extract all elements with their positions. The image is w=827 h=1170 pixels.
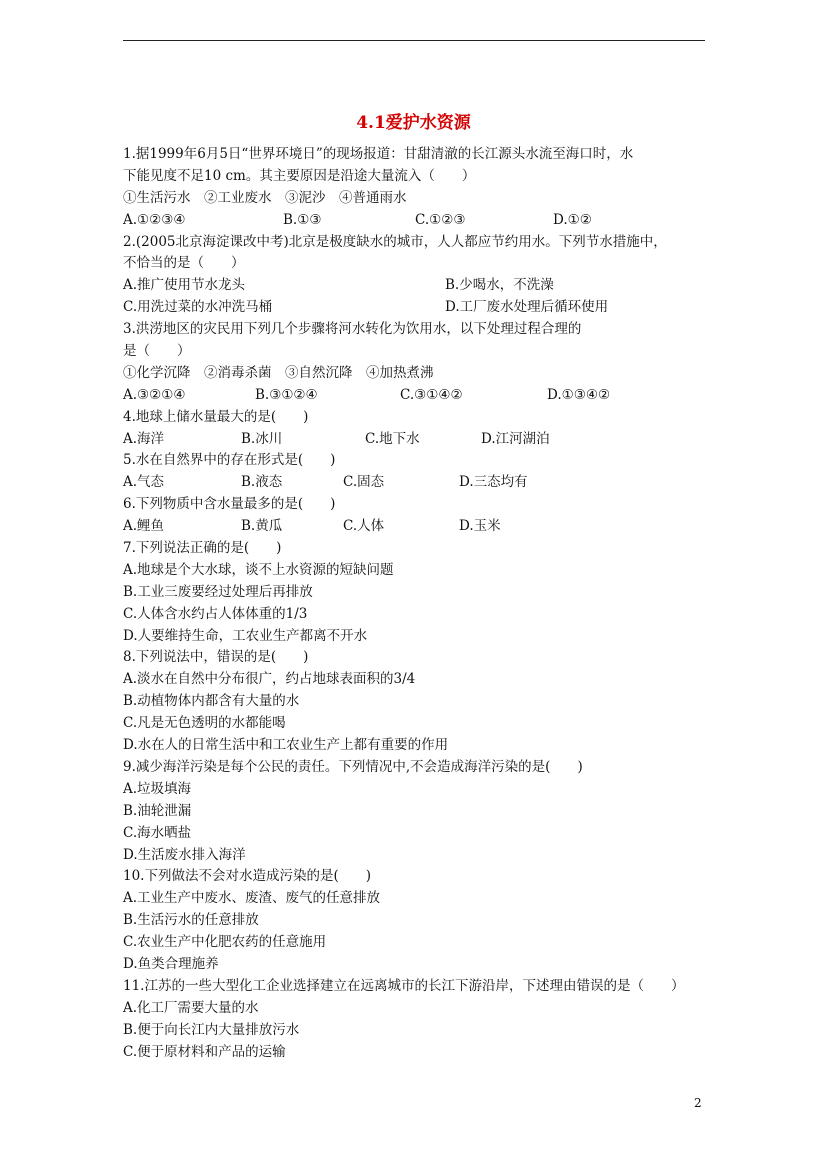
answer-option: C.①②③ bbox=[415, 211, 466, 228]
answer-option: A.气态 bbox=[123, 474, 165, 491]
answer-option: A.③②①④ bbox=[123, 386, 186, 403]
answer-option: C.地下水 bbox=[365, 430, 420, 447]
text-line: D.生活废水排入海洋 bbox=[123, 846, 246, 863]
answer-option: C.人体 bbox=[343, 518, 385, 535]
answer-option: D.工厂废水处理后循环使用 bbox=[445, 299, 609, 316]
option-row bbox=[123, 472, 723, 494]
text-line: 10.下列做法不会对水造成污染的是( ) bbox=[123, 868, 372, 885]
option-row bbox=[123, 297, 723, 319]
text-line: ①生活污水 ②工业废水 ③泥沙 ④普通雨水 bbox=[123, 189, 407, 206]
text-line: 3.洪涝地区的灾民用下列几个步骤将河水转化为饮用水，以下处理过程合理的 bbox=[123, 321, 582, 338]
answer-option: D.①② bbox=[553, 211, 592, 228]
text-line: 下能见度不足10 cm。其主要原因是沿途大量流入（ ） bbox=[123, 167, 476, 184]
text-line: A.淡水在自然中分布很广，约占地球表面积的3/4 bbox=[123, 671, 416, 688]
answer-option: C.用洗过菜的水冲洗马桶 bbox=[123, 299, 273, 316]
option-row bbox=[123, 429, 723, 451]
header-rule bbox=[123, 40, 705, 41]
answer-option: B.少喝水，不洗澡 bbox=[445, 277, 554, 294]
text-line: 2.(2005北京海淀课改中考)北京是极度缺水的城市，人人都应节约用水。下列节水措施中， bbox=[123, 233, 667, 250]
option-row bbox=[123, 385, 723, 407]
answer-option: D.玉米 bbox=[459, 518, 501, 535]
text-line: D.人要维持生命，工农业生产都离不开水 bbox=[123, 627, 368, 644]
text-line: B.油轮泄漏 bbox=[123, 802, 192, 819]
answer-option: B.③①②④ bbox=[255, 386, 318, 403]
text-line: 11.江苏的一些大型化工企业选择建立在远离城市的长江下游沿岸，下述理由错误的是（ ） bbox=[123, 977, 685, 994]
option-row bbox=[123, 275, 723, 297]
answer-option: B.液态 bbox=[241, 474, 283, 491]
text-line: 不恰当的是（ ） bbox=[123, 255, 245, 272]
text-line: C.凡是无色透明的水都能喝 bbox=[123, 715, 286, 732]
answer-option: B.冰川 bbox=[241, 430, 283, 447]
answer-option: D.①③④② bbox=[547, 386, 611, 403]
text-line: 6.下列物质中含水量最多的是( ) bbox=[123, 496, 336, 513]
text-line: 7.下列说法正确的是( ) bbox=[123, 540, 282, 557]
answer-option: C.③①④② bbox=[400, 386, 463, 403]
answer-option: A.推广使用节水龙头 bbox=[123, 277, 246, 294]
text-line: A.化工厂需要大量的水 bbox=[123, 999, 259, 1016]
text-line: B.工业三废要经过处理后再排放 bbox=[123, 583, 313, 600]
text-line: D.水在人的日常生活中和工农业生产上都有重要的作用 bbox=[123, 737, 449, 754]
text-line: D.鱼类合理施养 bbox=[123, 955, 219, 972]
page-number: 2 bbox=[694, 1096, 702, 1110]
answer-option: C.固态 bbox=[343, 474, 385, 491]
answer-option: A.鲤鱼 bbox=[123, 518, 165, 535]
answer-option: D.三态均有 bbox=[459, 474, 528, 491]
page-title: 4.1爱护水资源 bbox=[356, 113, 471, 133]
text-line: 4.地球上储水量最大的是( ) bbox=[123, 408, 309, 425]
option-row bbox=[123, 516, 723, 538]
text-line: C.海水晒盐 bbox=[123, 824, 192, 841]
text-line: C.便于原材料和产品的运输 bbox=[123, 1043, 286, 1060]
text-line: C.农业生产中化肥农药的任意施用 bbox=[123, 934, 327, 951]
text-line: A.地球是个大水球，谈不上水资源的短缺问题 bbox=[123, 561, 394, 578]
text-line: A.工业生产中废水、废渣、废气的任意排放 bbox=[123, 890, 381, 907]
answer-option: B.①③ bbox=[283, 211, 322, 228]
answer-option: B.黄瓜 bbox=[241, 518, 283, 535]
text-line: ①化学沉降 ②消毒杀菌 ③自然沉降 ④加热煮沸 bbox=[123, 364, 434, 381]
text-line: B.动植物体内都含有大量的水 bbox=[123, 693, 300, 710]
answer-option: A.①②③④ bbox=[123, 211, 186, 228]
text-line: 1.据1999年6月5日“世界环境日”的现场报道：甘甜清澈的长江源头水流至海口时，水 bbox=[123, 146, 634, 162]
text-line: B.生活污水的任意排放 bbox=[123, 912, 259, 929]
text-line: 是（ ） bbox=[123, 343, 191, 360]
text-line: B.便于向长江内大量排放污水 bbox=[123, 1021, 300, 1038]
text-line: C.人体含水约占人体体重的1/3 bbox=[123, 605, 308, 622]
text-line: 9.减少海洋污染是每个公民的责任。下列情况中,不会造成海洋污染的是( ) bbox=[123, 758, 583, 775]
text-line: 8.下列说法中，错误的是( ) bbox=[123, 649, 309, 666]
answer-option: A.海洋 bbox=[123, 430, 165, 447]
option-row bbox=[123, 210, 723, 232]
question-content bbox=[123, 144, 723, 1063]
answer-option: D.江河湖泊 bbox=[481, 430, 550, 447]
text-line: 5.水在自然界中的存在形式是( ) bbox=[123, 452, 336, 469]
text-line: A.垃圾填海 bbox=[123, 780, 192, 797]
